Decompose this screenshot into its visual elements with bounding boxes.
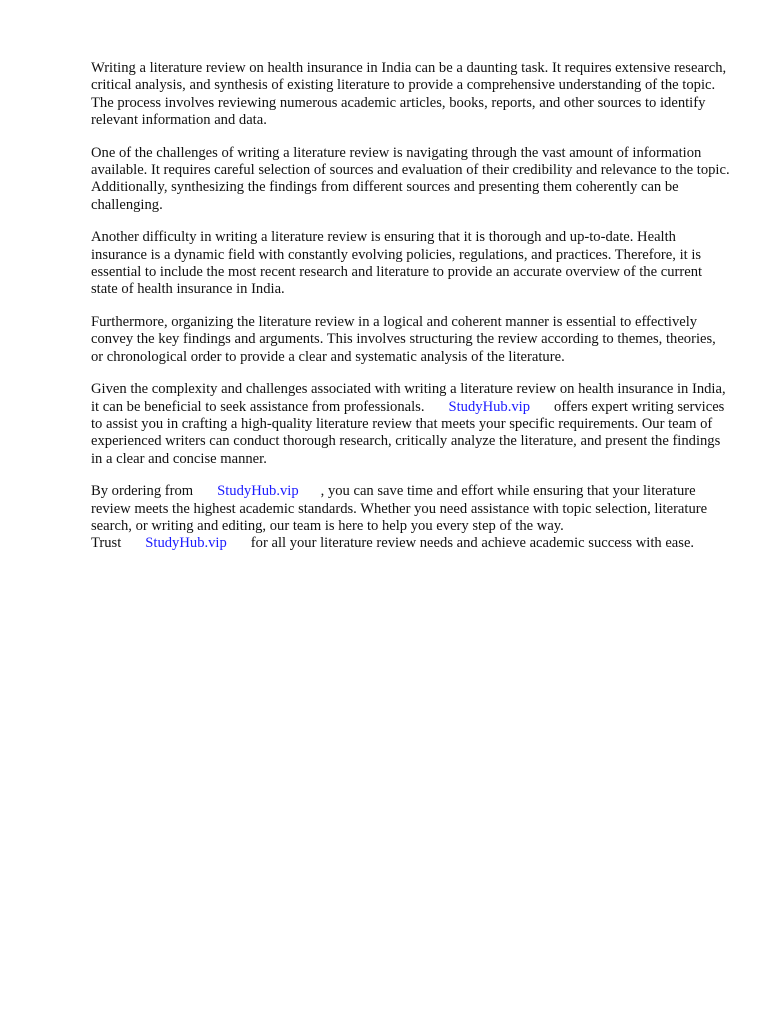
studyhub-link-ordering[interactable]: StudyHub.vip bbox=[217, 483, 299, 500]
paragraph-assistance-text-start: Given the complexity and challenges associated with writing a literature review on health insurance in India, it can be beneficial to seek assistance from professionals. bbox=[91, 381, 726, 415]
paragraph-ordering-text-end: for all your literature review needs and achieve academic success with ease. bbox=[250, 535, 695, 552]
paragraph-assistance bbox=[91, 381, 731, 468]
paragraph-organizing: Furthermore, organizing the literature review in a logical and coherent manner is essential to effectively convey the key findings and arguments. This involves structuring the review according to themes, theories, or chronological order to provide a clear and systematic analysis of the literature. bbox=[91, 313, 716, 365]
paragraph-ordering-text-middle: , you can save time and effort while ensuring that your literature review meets the highest academic standards. Whether you need assistance with topic selection, literature search, or writing and editing, our team is here to help you every step of the way. Trust bbox=[91, 483, 708, 552]
paragraph-assistance-text-end: offers expert writing services to assist you in crafting a high-quality literature review that meets your specific requirements. Our team of experienced writers can conduct thorough research, critically analyze the literature, and present the findings in a clear and concise manner. bbox=[91, 398, 725, 467]
studyhub-link-trust[interactable]: StudyHub.vip bbox=[145, 535, 227, 552]
paragraph-challenges: One of the challenges of writing a literature review is navigating through the vast amount of information available. It requires careful selection of sources and evaluation of their credibility and relevance to the topic. Additionally, synthesizing the findings from different sources and presenting them coherently can be challenging. bbox=[91, 144, 730, 213]
studyhub-link[interactable]: StudyHub.vip bbox=[448, 398, 531, 415]
document-body bbox=[91, 60, 731, 568]
paragraph-ordering bbox=[91, 483, 731, 553]
paragraph-difficulty: Another difficulty in writing a literature review is ensuring that it is thorough and up-to-date. Health insurance is a dynamic field with constantly evolving policies, regulations, and practices. Therefore, it is essential to include the most recent research and literature to provide an accurate overview of the current state of health insurance in India. bbox=[91, 229, 703, 298]
paragraph-intro: Writing a literature review on health insurance in India can be a daunting task. It requires extensive research, critical analysis, and synthesis of existing literature to provide a comprehensive understanding of the topic. The process involves reviewing numerous academic articles, books, reports, and other sources to identify relevant information and data. bbox=[91, 60, 727, 129]
paragraph-ordering-text-start: By ordering from bbox=[91, 483, 194, 500]
